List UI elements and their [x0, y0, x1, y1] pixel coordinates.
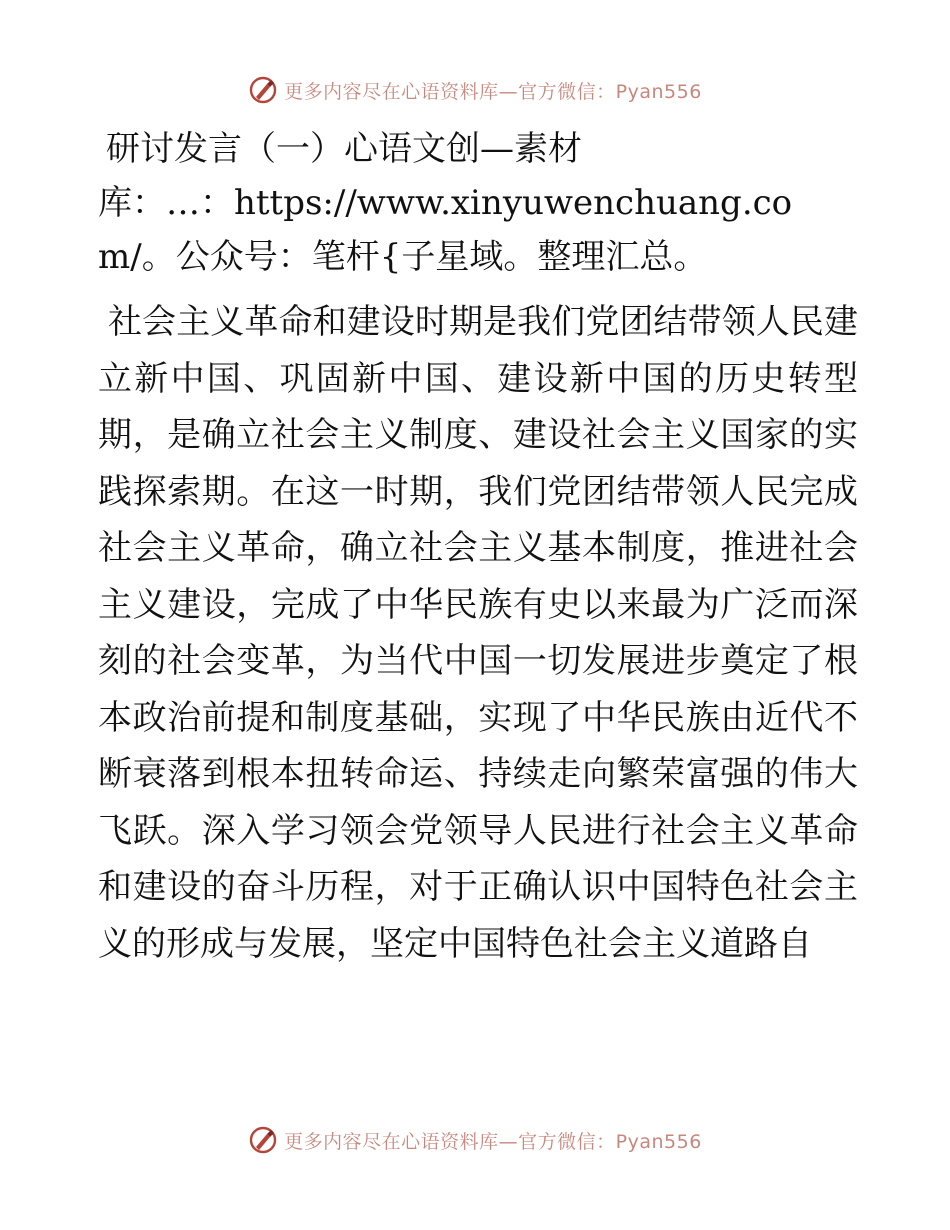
footer-banner-text: 更多内容尽在心语资料库—官方微信：Pyan556 — [284, 1130, 702, 1153]
document-body — [98, 122, 858, 972]
header-banner — [0, 70, 950, 110]
header-banner-text: 更多内容尽在心语资料库—官方微信：Pyan556 — [284, 80, 702, 103]
pen-logo-icon — [248, 75, 278, 105]
main-paragraph: 社会主义革命和建设时期是我们党团结带领人民建立新中国、巩固新中国、建设新中国的历史转型期，是确立社会主义制度、建设社会主义国家的实践探索期。在这一时期，我们党团结带领人民完成社会主义革命，确立社会主义基本制度，推进社会主义建设，完成了中华民族有史以来最为广泛而深刻的社会变革，为当代中国一切发展进步奠定了根本政治前提和制度基础，实现了中华民族由近代不断衰落到根本扭转命运、持续走向繁荣富强的伟大飞跃。深入学习领会党领导人民进行社会主义革命和建设的奋斗历程，对于正确认识中国特色社会主义的形成与发展，坚定中国特色社会主义道路自 — [98, 302, 858, 964]
footer-banner — [0, 1120, 950, 1160]
document-title: 研讨发言（一）心语文创—素材 — [106, 129, 582, 169]
pen-logo-icon — [248, 1125, 278, 1155]
source-line: 库：…：https://www.xinyuwenchuang.com/。公众号：笔杆{子星域。整理汇总。 — [98, 183, 793, 277]
